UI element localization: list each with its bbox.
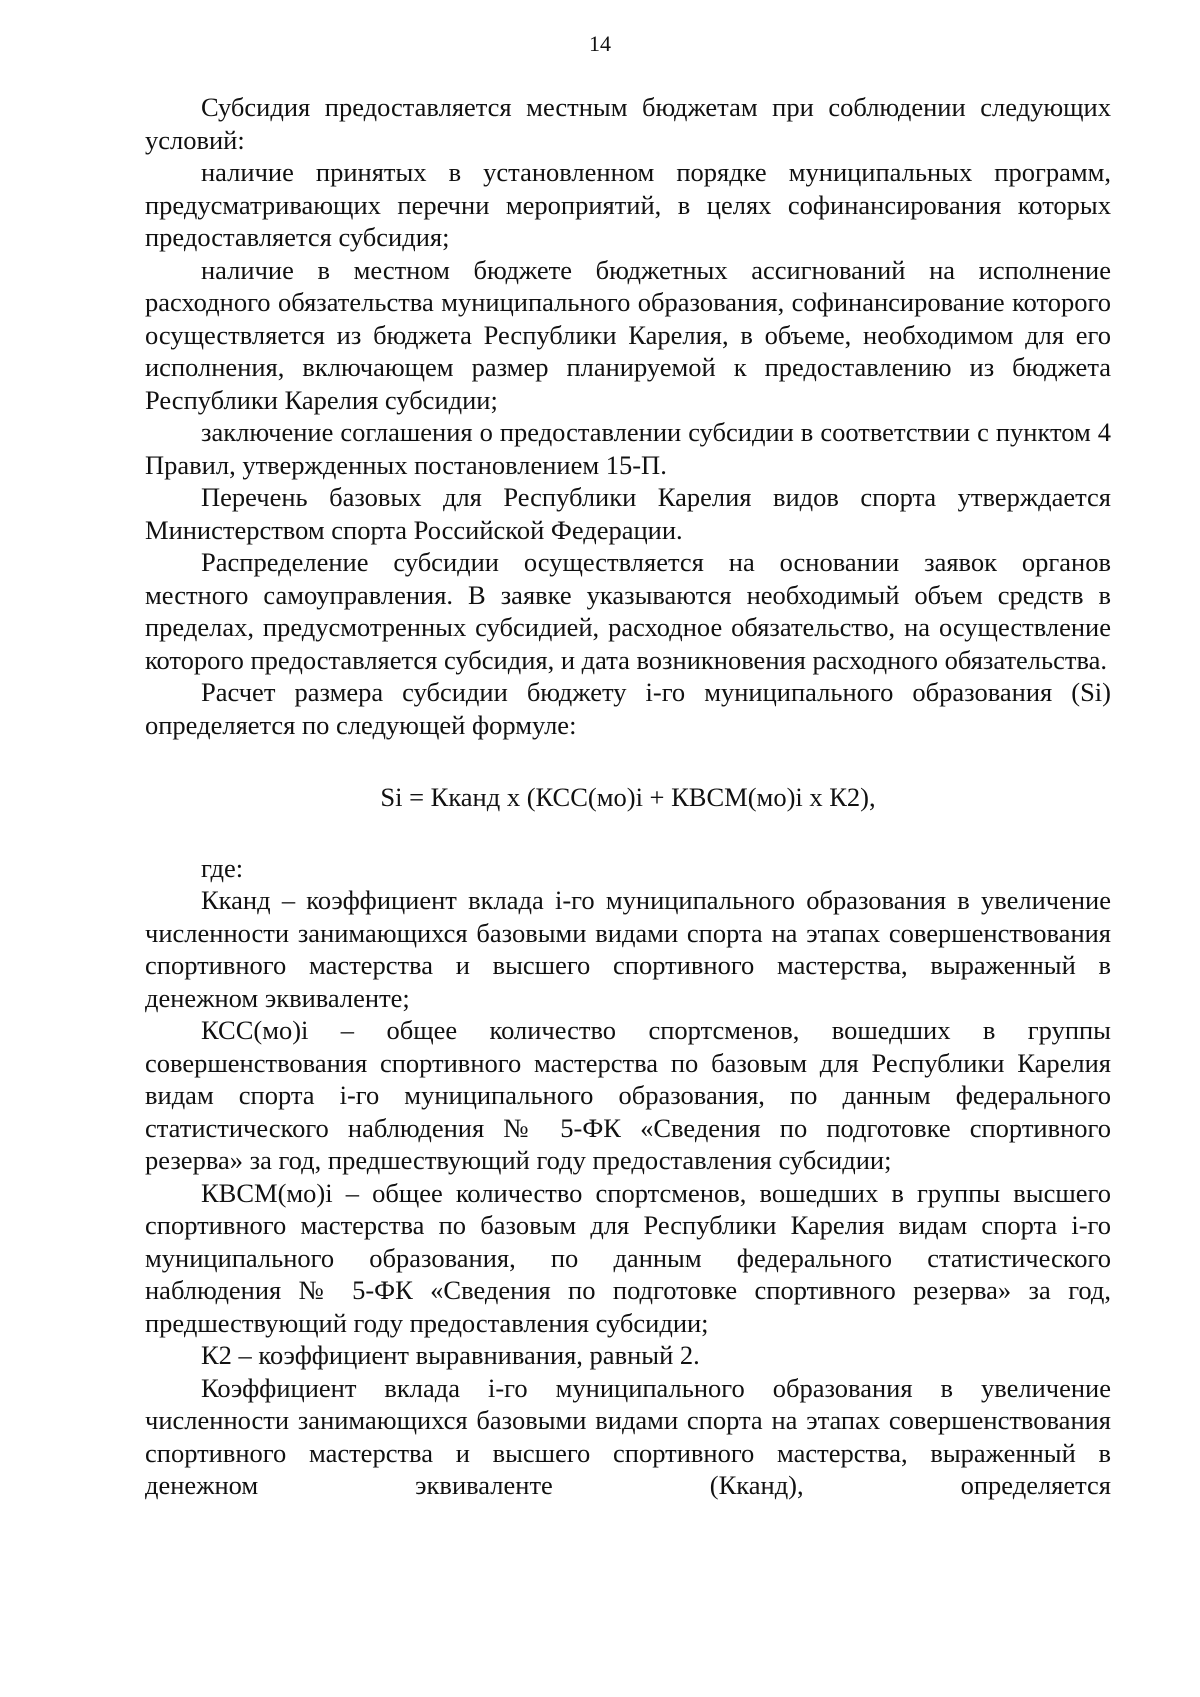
paragraph-municipal-programs: наличие принятых в установленном порядке муниципальных программ, предусматривающих перечни мероприятий, в целях софинансирования которых предоставляется субсидия; <box>145 157 1111 252</box>
definition-k2: К2 – коэффициент выравнивания, равный 2. <box>201 1340 700 1370</box>
subsidy-formula: Si = Кканд х (КСС(мо)i + КВСМ(мо)i х К2), <box>380 782 876 812</box>
paragraph-calculation-intro: Расчет размера субсидии бюджету i-го муниципального образования (Si) определяется по следующей формуле: <box>145 677 1111 740</box>
document-body <box>145 91 1111 1502</box>
paragraph-where: где: <box>201 852 244 883</box>
definition-kvsm: КВСМ(мо)i – общее количество спортсменов, вошедших в группы высшего спортивного мастерства по базовым для Республики Карелия видам спорта i-го муниципального образования, по данным федерального статистического наблюдения № 5-ФК «Сведения по подготовке спортивного резерва» за год, предшествующий году предоставления субсидии; <box>145 1177 1111 1338</box>
paragraph-subsidy-conditions: Субсидия предоставляется местным бюджетам при соблюдении следующих условий: <box>145 92 1111 155</box>
paragraph-sports-list: Перечень базовых для Республики Карелия видов спорта утверждается Министерством спорта Российской Федерации. <box>145 482 1111 545</box>
page-number: 14 <box>589 31 611 56</box>
definition-kss: КСС(мо)i – общее количество спортсменов, вошедших в группы совершенствования спортивного мастерства по базовым для Республики Карелия видам спорта i-го муниципального образования, по данным федерального статистического наблюдения № 5-ФК «Сведения по подготовке спортивного резерва» за год, предшествующий году предоставления субсидии; <box>145 1015 1111 1175</box>
paragraph-kkand-calculation: Коэффициент вклада i-го муниципального образования в увеличение численности занимающихся базовыми видами спорта на этапах совершенствования спортивного мастерства и высшего спортивного мастерства, выраженный в денежном эквиваленте (Кканд), определяется <box>145 1372 1111 1500</box>
paragraph-agreement: заключение соглашения о предоставлении субсидии в соответствии с пунктом 4 Правил, утвержденных постановлением 15-П. <box>145 417 1111 480</box>
paragraph-budget-allocations: наличие в местном бюджете бюджетных ассигнований на исполнение расходного обязательства муниципального образования, софинансирование которого осуществляется из бюджета Республики Карелия, в объеме, необходимом для его исполнения, включающем размер планируемой к предоставлению из бюджета Республики Карелия субсидии; <box>145 254 1111 415</box>
definition-kkand: Кканд – коэффициент вклада i-го муниципального образования в увеличение численности занимающихся базовыми видами спорта на этапах совершенствования спортивного мастерства и высшего спортивного мастерства, выраженный в денежном эквиваленте; <box>145 885 1111 1013</box>
paragraph-distribution: Распределение субсидии осуществляется на основании заявок органов местного самоуправления. В заявке указываются необходимый объем средств в пределах, предусмотренных субсидией, расходное обязательство, на осуществление которого предоставляется субсидия, и дата возникновения расходного обязательства. <box>145 547 1111 675</box>
